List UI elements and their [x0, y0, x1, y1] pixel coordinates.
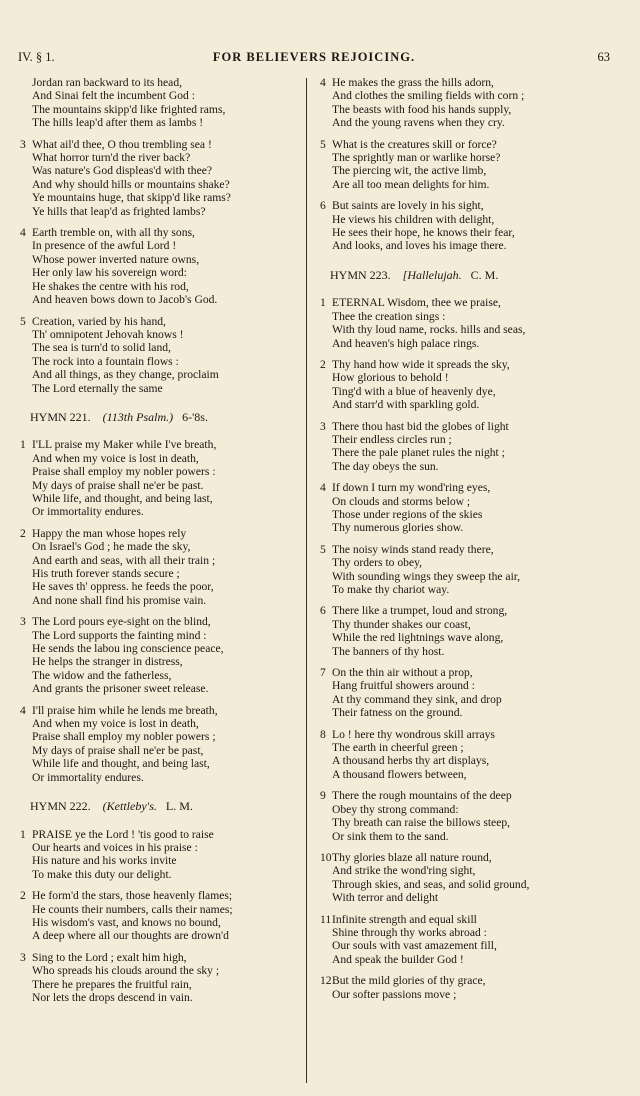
stanza	[320, 296, 620, 350]
tune-name: [Hallelujah.	[402, 267, 462, 282]
verse-line: Thy orders to obey,	[332, 556, 423, 570]
stanza	[320, 481, 620, 535]
verse-line: And strike the wond'ring sight,	[332, 864, 476, 878]
stanza	[320, 604, 620, 658]
verse-line: The beasts with food his hands supply,	[332, 102, 512, 116]
verse-line: What is the creatures skill or force?	[332, 137, 497, 151]
page-header	[18, 50, 610, 68]
verse-line: Th' omnipotent Jehovah knows !	[32, 327, 184, 341]
stanza-number: 1	[320, 296, 326, 310]
verse-line: Those under regions of the skies	[332, 507, 483, 521]
stanza-number: 5	[320, 137, 326, 151]
verse-line: Our softer passions move ;	[332, 987, 457, 1001]
verse-line: The sprightly man or warlike horse?	[332, 151, 501, 165]
verse-line: There the rough mountains of the deep	[332, 789, 512, 803]
verse-line: The day obeys the sun.	[332, 459, 439, 473]
stanza	[20, 226, 302, 306]
stanza-number: 5	[20, 314, 26, 328]
meter: L. M.	[165, 799, 193, 814]
verse-line: And grants the prisoner sweet release.	[32, 682, 209, 696]
stanza	[20, 438, 302, 518]
verse-line: There the pale planet rules the night ;	[332, 446, 505, 460]
verse-line: The sea is turn'd to solid land,	[32, 341, 171, 355]
verse-line: And none shall find his promise vain.	[32, 593, 207, 607]
verse-line: And all things, as they change, proclaim	[32, 368, 219, 382]
verse-line: Through skies, and seas, and solid ground,	[332, 877, 530, 891]
stanza-number: 3	[320, 419, 326, 433]
hymn-heading	[330, 269, 620, 282]
verse-line: To make thy chariot way.	[332, 583, 450, 596]
stanza-number: 11	[320, 912, 332, 926]
verse-line: Ye hills that leap'd as frighted lambs?	[32, 204, 206, 218]
verse-line: With terror and delight	[332, 891, 439, 905]
verse-line: And when my voice is lost in death,	[32, 717, 199, 731]
stanza-number: 2	[320, 357, 326, 371]
stanza	[320, 913, 620, 967]
stanza	[20, 828, 302, 882]
verse-line: While life, and thought, and being last,	[32, 491, 213, 505]
verse-line: The widow and the fatherless,	[32, 668, 172, 682]
verse-line: Jordan ran backward to its head,	[32, 76, 183, 89]
verse-line: His truth forever stands secure ;	[32, 567, 180, 580]
verse-line: But saints are lovely in his sight,	[332, 199, 484, 213]
stanza	[320, 851, 620, 905]
verse-line: Creation, varied by his hand,	[32, 314, 166, 328]
verse-line: I'LL praise my Maker while I've breath,	[32, 438, 217, 452]
verse-line: He counts their numbers, calls their names;	[32, 902, 233, 916]
verse-line: The earth in cheerful green ;	[332, 741, 464, 755]
verse-line: The rock into a fountain flows :	[32, 354, 179, 368]
verse-line: Shine through thy works abroad :	[332, 925, 487, 939]
verse-line: Our hearts and voices in his praise :	[32, 840, 198, 854]
stanza-number: 3	[20, 615, 26, 629]
stanza-number: 6	[320, 604, 326, 618]
verse-line: How glorious to behold !	[332, 371, 449, 385]
verse-line: And Sinai felt the incumbent God :	[32, 89, 195, 103]
verse-line: A deep where all our thoughts are drown'd	[32, 929, 229, 943]
verse-line: While life and thought, and being last,	[32, 757, 210, 771]
stanza-number: 10	[320, 850, 332, 864]
verse-line: And the young ravens when they cry.	[332, 116, 505, 130]
verse-line: The Lord supports the fainting mind :	[32, 628, 207, 642]
verse-line: Whose power inverted nature owns,	[32, 252, 200, 266]
stanza	[320, 358, 620, 412]
verse-line: There like a trumpet, loud and strong,	[332, 604, 508, 618]
verse-line: Obey thy strong command:	[332, 802, 459, 816]
stanza	[320, 543, 620, 597]
verse-line: And heaven bows down to Jacob's God.	[32, 293, 218, 307]
verse-line: Or immortality endures.	[32, 505, 144, 519]
verse-line: If down I turn my wond'ring eyes,	[332, 481, 491, 495]
verse-line: He saves th' oppress. he feeds the poor,	[32, 580, 214, 594]
hymn-number: HYMN 223.	[330, 267, 391, 282]
stanza	[320, 199, 620, 253]
page-number: 63	[597, 50, 610, 64]
verse-line: Are all too mean delights for him.	[332, 177, 490, 191]
left-column	[20, 76, 302, 1012]
stanza	[320, 666, 620, 720]
meter: C. M.	[470, 267, 499, 282]
verse-line: Sing to the Lord ; exalt him high,	[32, 950, 187, 964]
verse-line: At thy command they sink, and drop	[332, 692, 502, 706]
column-divider	[306, 78, 307, 1083]
verse-line: He form'd the stars, those heavenly flames;	[32, 889, 233, 903]
stanza-number: 1	[20, 438, 26, 452]
verse-line: On the thin air without a prop,	[332, 666, 473, 680]
stanza	[20, 889, 302, 943]
stanza-number: 8	[320, 727, 326, 741]
verse-line: The Lord pours eye-sight on the blind,	[32, 615, 211, 629]
stanza-continuation	[20, 76, 302, 130]
hymn-number: HYMN 221.	[30, 409, 91, 424]
stanza-number: 4	[320, 481, 326, 495]
stanza	[20, 315, 302, 395]
stanza	[320, 76, 620, 130]
verse-line: Hang fruitful showers around :	[332, 679, 475, 693]
verse-line: Ting'd with a blue of heavenly dye,	[332, 384, 496, 398]
verse-line: My days of praise shall ne'er be past,	[32, 743, 204, 757]
stanza-number: 4	[320, 76, 326, 89]
verse-line: My days of praise shall ne'er be past.	[32, 478, 204, 492]
verse-line: Was nature's God displeas'd with thee?	[32, 164, 213, 178]
tune-name: (113th Psalm.)	[102, 409, 174, 424]
verse-line: And speak the builder God !	[332, 952, 464, 966]
verse-line: He sees their hope, he knows their fear,	[332, 226, 515, 240]
verse-line: His wisdom's vast, and knows no bound,	[32, 915, 221, 929]
stanza-number: 6	[320, 199, 326, 213]
verse-line: Or sink them to the sand.	[332, 829, 449, 843]
verse-line: PRAISE ye the Lord ! 'tis good to raise	[32, 827, 214, 841]
verse-line: While the red lightnings wave along,	[332, 631, 504, 645]
stanza-number: 4	[20, 226, 26, 240]
verse-line: But the mild glories of thy grace,	[332, 974, 486, 988]
verse-line: I'll praise him while he lends me breath,	[32, 703, 218, 717]
stanza	[20, 951, 302, 1005]
verse-line: Earth tremble on, with all thy sons,	[32, 226, 195, 240]
verse-line: His nature and his works invite	[32, 854, 177, 868]
verse-line: He views his children with delight,	[332, 212, 495, 226]
verse-line: There he prepares the fruitful rain,	[32, 977, 192, 991]
verse-line: With sounding wings they sweep the air,	[332, 569, 521, 583]
verse-line: Their endless circles run ;	[332, 432, 452, 446]
verse-line: And starr'd with sparkling gold.	[332, 398, 480, 412]
stanza	[320, 974, 620, 1001]
verse-line: He sends the labou ing conscience peace,	[32, 642, 224, 656]
verse-line: On Israel's God ; he made the sky,	[32, 540, 191, 554]
stanza-number: 7	[320, 666, 326, 680]
verse-line: And clothes the smiling fields with corn ;	[332, 89, 525, 103]
stanza	[320, 138, 620, 192]
verse-line: Ye mountains huge, that skipp'd like rams?	[32, 191, 231, 205]
hymn-heading	[30, 411, 302, 424]
stanza-number: 3	[20, 950, 26, 964]
tune-name: (Kettleby's.	[102, 799, 157, 814]
stanza-number: 2	[20, 526, 26, 540]
verse-line: To make this duty our delight.	[32, 867, 172, 881]
verse-line: What ail'd thee, O thou trembling sea !	[32, 137, 212, 151]
verse-line: The mountains skipp'd like frighted rams,	[32, 102, 226, 116]
hymn-heading	[30, 800, 302, 813]
verse-line: Praise shall employ my nobler powers :	[32, 465, 216, 479]
verse-line: Thy hand how wide it spreads the sky,	[332, 357, 510, 371]
stanza-number: 2	[20, 889, 26, 903]
verse-line: The banners of thy host.	[332, 644, 445, 658]
verse-line: He helps the stranger in distress,	[32, 655, 183, 669]
hymn-number: HYMN 222.	[30, 799, 91, 814]
verse-line: Their fatness on the ground.	[332, 706, 463, 720]
verse-line: Thy glories blaze all nature round,	[332, 850, 492, 864]
verse-line: Infinite strength and equal skill	[332, 912, 477, 926]
verse-line: Who spreads his clouds around the sky ;	[32, 964, 220, 978]
right-column	[320, 76, 620, 1009]
verse-line: Happy the man whose hopes rely	[32, 526, 187, 540]
stanza-number: 4	[20, 703, 26, 717]
stanza-number: 12	[320, 974, 332, 988]
stanza	[20, 138, 302, 218]
stanza	[20, 527, 302, 607]
verse-line: Thee the creation sings :	[332, 309, 446, 323]
verse-line: And heaven's high palace rings.	[332, 336, 480, 350]
section-marker: IV. § 1.	[18, 50, 55, 64]
verse-line: What horror turn'd the river back?	[32, 151, 191, 165]
verse-line: A thousand herbs thy art displays,	[332, 754, 490, 768]
verse-line: In presence of the awful Lord !	[32, 239, 177, 253]
verse-line: On clouds and storms below ;	[332, 494, 471, 508]
verse-line: Or immortality endures.	[32, 770, 144, 784]
verse-line: ETERNAL Wisdom, thee we praise,	[332, 296, 501, 310]
stanza	[320, 728, 620, 782]
verse-line: And why should hills or mountains shake?	[32, 177, 230, 191]
verse-line: And looks, and loves his image there.	[332, 239, 507, 253]
verse-line: A thousand flowers between,	[332, 767, 467, 781]
verse-line: He makes the grass the hills adorn,	[332, 76, 494, 89]
verse-line: Thy thunder shakes our coast,	[332, 617, 471, 631]
verse-line: And earth and seas, with all their train ;	[32, 553, 216, 567]
verse-line: Thy numerous glories show.	[332, 521, 464, 535]
verse-line: Nor lets the drops descend in vain.	[32, 990, 193, 1004]
verse-line: Thy breath can raise the billows steep,	[332, 816, 511, 830]
stanza-number: 5	[320, 542, 326, 556]
stanza	[320, 420, 620, 474]
verse-line: The noisy winds stand ready there,	[332, 542, 494, 556]
stanza-number: 1	[20, 827, 26, 841]
verse-line: Lo ! here thy wondrous skill arrays	[332, 727, 495, 741]
verse-line: With thy loud name, rocks. hills and seas,	[332, 323, 526, 337]
verse-line: The hills leap'd after them as lambs !	[32, 116, 204, 130]
running-title: FOR BELIEVERS REJOICING.	[212, 50, 416, 64]
stanza-number: 9	[320, 789, 326, 803]
verse-line: He shakes the centre with his rod,	[32, 279, 189, 293]
verse-line: Our souls with vast amazement fill,	[332, 939, 497, 953]
stanza	[320, 789, 620, 843]
verse-line: Her only law his sovereign word:	[32, 266, 187, 280]
verse-line: The Lord eternally the same	[32, 381, 163, 395]
verse-line: The piercing wit, the active limb,	[332, 164, 487, 178]
stanza	[20, 615, 302, 695]
verse-line: And when my voice is lost in death,	[32, 451, 199, 465]
meter: 6-'8s.	[182, 409, 208, 424]
stanza	[20, 704, 302, 784]
verse-line: Praise shall employ my nobler powers ;	[32, 730, 216, 744]
verse-line: There thou hast bid the globes of light	[332, 419, 509, 433]
stanza-number: 3	[20, 137, 26, 151]
